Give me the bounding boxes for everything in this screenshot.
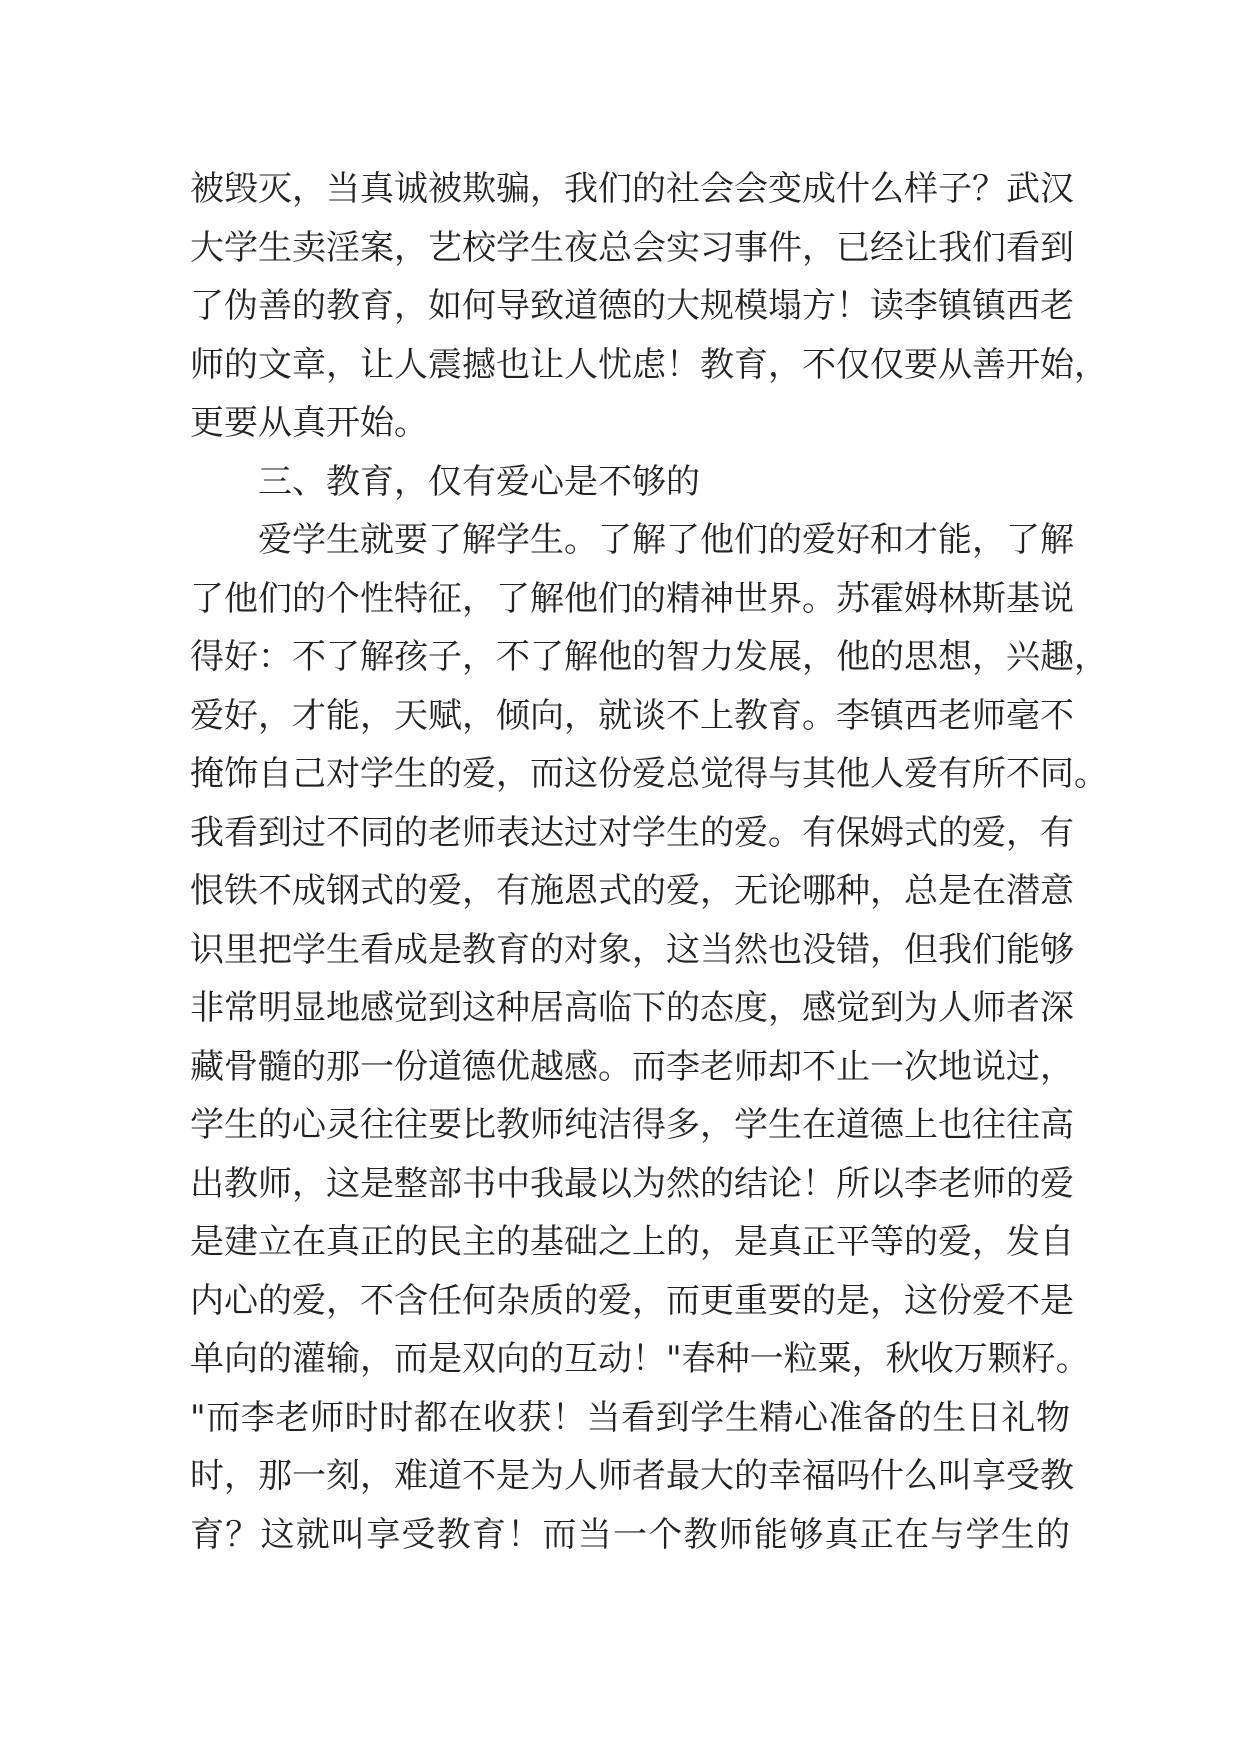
section-heading: 三、教育，仅有爱心是不够的 [258,461,700,502]
paragraph-line: "而李老师时时都在收获！当看到学生精心准备的生日礼物 [190,1397,1070,1438]
paragraph-line: 得好：不了解孩子，不了解他的智力发展，他的思想，兴趣， [190,637,1108,677]
paragraph-line: 学生的心灵往往要比教师纯洁得多，学生在道德上也往往高 [190,1105,1074,1145]
paragraph-line: 了伪善的教育，如何导致道德的大规模塌方！读李镇镇西老 [190,286,1074,326]
paragraph-line: 时，那一刻，难道不是为人师者最大的幸福吗什么叫享受教 [190,1456,1074,1496]
paragraph-line: 更要从真开始。 [190,403,428,443]
paragraph-line: 藏骨髓的那一份道德优越感。而李老师却不止一次地说过， [190,1046,1074,1087]
paragraph-line: 爱好，才能，天赋，倾向，就谈不上教育。李镇西老师毫不 [190,695,1074,736]
paragraph-line: 育？这就叫享受教育！而当一个教师能够真正在与学生的 [190,1514,1070,1555]
document-body [190,160,1108,1564]
paragraph-line: 识里把学生看成是教育的对象，这当然也没错，但我们能够 [190,929,1074,970]
paragraph-line: 出教师，这是整部书中我最以为然的结论！所以李老师的爱 [190,1163,1074,1204]
paragraph-line: 师的文章，让人震撼也让人忧虑！教育，不仅仅要从善开始， [190,344,1108,385]
paragraph-line: 我看到过不同的老师表达过对学生的爱。有保姆式的爱，有 [190,812,1074,853]
paragraph-line: 非常明显地感觉到这种居高临下的态度，感觉到为人师者深 [190,988,1074,1028]
paragraph-line: 了他们的个性特征，了解他们的精神世界。苏霍姆林斯基说 [190,578,1074,619]
paragraph-line: 是建立在真正的民主的基础之上的，是真正平等的爱，发自 [190,1222,1074,1262]
paragraph-line: 掩饰自己对学生的爱，而这份爱总觉得与其他人爱有所不同。 [190,754,1108,794]
paragraph-line: 恨铁不成钢式的爱，有施恩式的爱，无论哪种，总是在潜意 [190,871,1074,911]
paragraph-line: 单向的灌输，而是双向的互动！"春种一粒粟，秋收万颗籽。 [190,1339,1090,1379]
paragraph-line: 内心的爱，不含任何杂质的爱，而更重要的是，这份爱不是 [190,1280,1074,1321]
paragraph-line: 爱学生就要了解学生。了解了他们的爱好和才能，了解 [258,520,1074,560]
paragraph-line: 大学生卖淫案，艺校学生夜总会实习事件，已经让我们看到 [190,227,1074,268]
paragraph-line: 被毁灭，当真诚被欺骗，我们的社会会变成什么样子？武汉 [190,169,1074,209]
